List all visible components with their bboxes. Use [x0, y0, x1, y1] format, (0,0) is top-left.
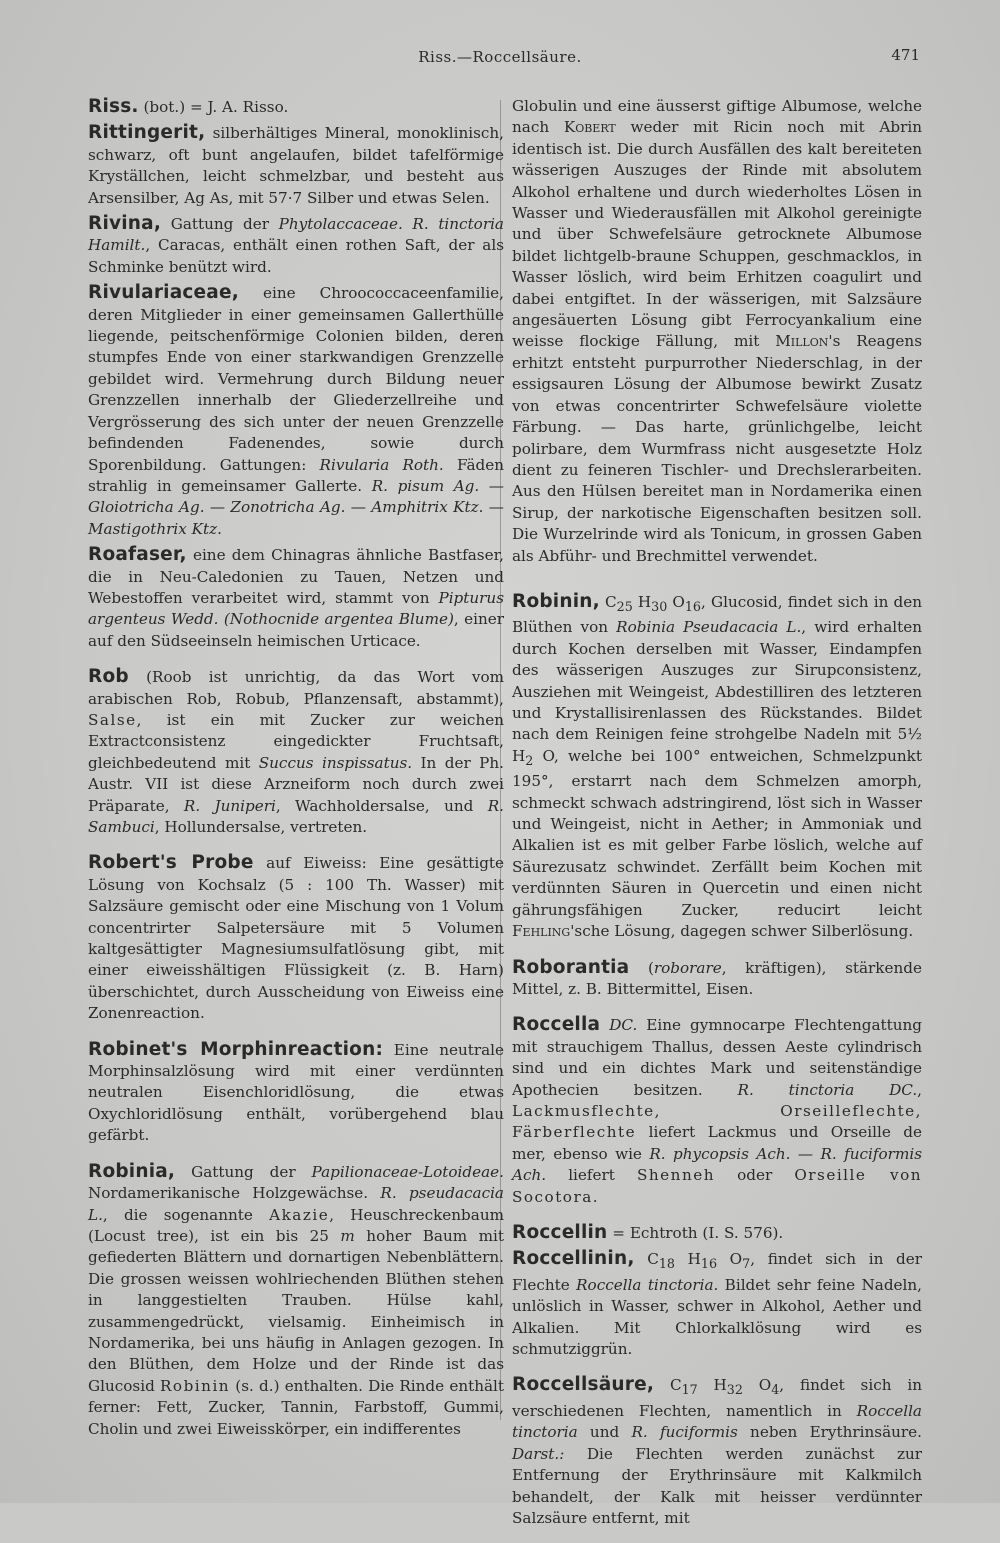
formula: C — [634, 1250, 659, 1269]
formula: O — [742, 1376, 772, 1395]
entry-text: Fäden strahlig in gemeinsamer Gallerte. — [88, 455, 505, 495]
abbreviation: Darst.: — [512, 1444, 565, 1463]
subscript: 16 — [700, 1256, 718, 1272]
entry-text: und — [577, 1423, 632, 1442]
entry-text: 'sche Lösung, dagegen schwer Silberlösung. — [570, 922, 914, 941]
entry-rittingerit — [88, 122, 504, 209]
entry-text: O, welche bei 100° entweichen, Schmelzpunkt 195°, erstarrt nach dem Schmelzen amorph, schmeckt schwach adstringirend, löst sich in Wasser und Weingeist, nicht in Aether; in Ammoniak und Alkalien ist es mit gelber Farbe löslich, welche auf Säurezusatz schwindet. Zerfällt beim Kochen mit verdünnten Säuren in Quercetin und einen nicht gährungsfähigen Zucker, reducirt leicht — [512, 746, 922, 919]
latin-name: Phytolaccaceae. R. tinctoria Hamilt. — [88, 215, 504, 255]
entry-robinin — [512, 591, 922, 943]
latin-name: R. tinctoria DC. — [737, 1080, 918, 1099]
headword: Robinia, — [88, 1160, 176, 1182]
headword: Rob — [88, 666, 129, 688]
entry-roccellsaure — [512, 1374, 922, 1529]
entry-text: In der Ph. Austr. VII ist diese Arzneiform noch durch zwei Präparate, — [88, 753, 505, 815]
headword: Riss. — [88, 96, 139, 117]
entry-text: Eine neutrale Morphinsalzlösung wird mit einer verdünnten neutralen Eisenchloridlösung, die etwas Oxychloridlösung enthält, vorübergehend blau gefärbt. — [88, 1040, 505, 1145]
entry-text: 's Reagens erhitzt entsteht purpurrother Niederschlag, in der essigsauren Lösung der Albumose bewirkt Zusatz von etwas concentrirter Schwefelsäure violette Färbung. — Das harte, grünlichgelbe, leicht polirbare, dem Wurmfrass nicht ausgesetzte Holz dient zu feineren Tischler- und Drechslerarbeiten. Aus den Hülsen bereitet man in Nordamerika einen Sirup, der narkotische Eigenschaften besitzen soll. Die Wurzelrinde wird als Tonicum, in grossen Gaben als Abführ- und Brechmittel verwendet. — [512, 332, 922, 565]
entry-rivulariaceae — [88, 282, 504, 540]
entry-roberts-probe — [88, 852, 504, 1024]
entry-text: silberhältiges Mineral, monoklinisch, schwarz, oft bunt angelaufen, bildet tafelförmige Kryställchen, leicht schmelzbar, und besteht aus Arsensilber, Ag As, mit 57·7 Silber und etwas Selen. — [88, 124, 504, 207]
entry-text: Eine gymnocarpe Flechtengattung mit strauchigem Thallus, dessen Aeste cylindrisch sind und ein dichtes Mark und seitenständige Apothecien besitzen. — [512, 1016, 922, 1099]
unit: m — [340, 1226, 355, 1245]
latin-name: Robinia Pseudacacia L. — [616, 618, 802, 637]
entry-riss — [88, 96, 504, 118]
latin-name: Papilionaceae-Lotoideae. — [311, 1162, 504, 1181]
entry-text: , Heuschreckenbaum (Locust tree), ist ein bis 25 — [88, 1205, 505, 1245]
entry-roccellin — [512, 1222, 922, 1244]
latin-name: Roccella tinctoria — [576, 1275, 714, 1294]
entry-text: , findet sich in der Flechte — [512, 1250, 922, 1294]
latin-name: R. fuciformis — [631, 1423, 738, 1442]
entry-text: , wird erhalten durch Kochen derselben mit Wasser, Eindampfen des wässerigen Auszuges zur Sirupconsistenz, Ausziehen mit Weingeist, Abdestilliren des letzteren und Krystallisirenlassen des Rückstandes. Bildet nach dem Reinigen feine strohgelbe Nadeln mit 5½ H — [512, 618, 922, 765]
headword: Robert's Probe — [88, 852, 254, 874]
author-name: Kobert — [563, 118, 616, 137]
entry-text: , kräftigen), stärkende Mittel, z. B. Bittermittel, Eisen. — [512, 958, 922, 998]
entry-text: , — [917, 1080, 922, 1099]
headword: Rivulariaceae, — [88, 282, 239, 304]
right-column — [512, 96, 922, 1543]
headword: Roccellinin, — [512, 1248, 635, 1270]
formula: O — [667, 592, 685, 611]
latin-name: Roccella tinctoria — [512, 1401, 922, 1442]
headword: Roafaser, — [88, 544, 187, 566]
entry-text: liefert — [546, 1166, 637, 1185]
author-name: Millon — [775, 332, 829, 351]
spaced-term: Shenneh — [636, 1166, 715, 1185]
author-abbrev: DC. — [600, 1016, 638, 1035]
running-head: Riss.—Roccellsäure. — [418, 48, 582, 66]
latin-name: Succus inspissatus. — [258, 753, 413, 772]
spaced-term: Lackmusflechte, Orseilleflechte, Färberflechte — [512, 1101, 922, 1142]
headword: Roccellin — [512, 1221, 608, 1243]
spaced-term: Orseille von Socotora — [512, 1166, 922, 1206]
entry-text: (s. d.) enthalten. Die Rinde enthält ferner: Fett, Zucker, Tannin, Farbstoff, Gummi, Cholin und zwei Eiweisskörper, ein indifferentes — [88, 1376, 505, 1438]
entry-text: , ist ein mit Zucker zur weichen Extractconsistenz eingedickter Fruchtsaft, gleichbedeutend mit — [88, 710, 504, 772]
spacer — [512, 581, 922, 591]
headword: Rivina, — [88, 213, 162, 235]
formula: H — [697, 1376, 727, 1395]
entry-text: Globulin und eine äusserst giftige Albumose, welche nach — [512, 97, 922, 137]
entry-text: , einer auf den Südseeinseln heimischen Urticace. — [88, 610, 504, 650]
entry-text: , Glucosid, findet sich in den Blüthen von — [512, 592, 922, 637]
entry-text: weder mit Ricin noch mit Abrin identisch ist. Die durch Ausfällen des kalt bereiteten wässerigen Auszuges der Rinde mit absolutem Alkohol erhaltene und durch wiederholtes Lösen in Wasser und Wiederausfällen mit Alkohol gereinigte und über Schwefelsäure getrocknete Albumose bildet lichtgelb-braune Schuppen, geschmacklos, in Wasser löslich, wird beim Erhitzen coagulirt und dabei entgiftet. In der wässerigen, mit Salzsäure angesäuerten Lösung gibt Ferrocyankalium eine weisse flockige Fällung, mit — [512, 118, 923, 351]
entry-robinets-morphinreaction — [88, 1039, 504, 1147]
entry-text: = Echtroth (I. S. 576). — [607, 1223, 784, 1242]
latin-name: Pipturus argenteus Wedd. (Nothocnide argentea Blume) — [88, 588, 504, 629]
entry-text: , Hollundersalse, vertreten. — [154, 818, 368, 836]
entry-roccella — [512, 1014, 922, 1208]
headword: Robinet's Morphinreaction: — [88, 1038, 384, 1060]
page-number: 471 — [891, 46, 920, 64]
latin-name: R. pseudacacia L. — [88, 1184, 504, 1224]
entry-text: , Wachholdersalse, und — [275, 796, 488, 815]
headword: Robinin, — [512, 590, 600, 612]
formula: O — [717, 1250, 743, 1269]
latin-name: roborare — [653, 958, 722, 977]
entry-text: . Bildet sehr feine Nadeln, unlöslich in Wasser, schwer in Alkohol, Aether und Alkalien. Mit Chlorkalklösung wird es schmutziggrün. — [512, 1275, 923, 1359]
entry-text: Gattung der — [175, 1162, 312, 1181]
entry-text: ( — [629, 958, 654, 977]
entry-text: Die Flechten werden zunächst zur Entfernung der Erythrinsäure mit Kalkmilch behandelt, der Kalk mit heisser verdünnter Salzsäure entfernt, mit — [512, 1444, 922, 1527]
entry-roafaser — [88, 544, 504, 652]
subscript: 17 — [681, 1382, 698, 1398]
formula: C — [599, 592, 617, 611]
subscript: 32 — [726, 1382, 743, 1398]
headword: Roccella — [512, 1014, 601, 1036]
formula: H — [674, 1250, 701, 1269]
subscript: 7 — [742, 1256, 751, 1272]
subscript: 16 — [684, 598, 701, 614]
entry-text: auf Eiweiss: Eine gesättigte Lösung von Kochsalz (5 : 100 Th. Wasser) mit Salzsäure gemischt oder eine Mischung von 1 Volum concentrirter Salpetersäure mit 5 Volumen kaltgesättigter Magnesiumsulfatlösung gibt, mit einer eiweisshältigen Flüssigkeit (z. B. Harn) überschichtet, durch Ausscheidung von Eiweiss eine Zonenreaction. — [88, 854, 505, 1023]
headword: Roccellsäure, — [512, 1374, 655, 1396]
entry-text: Nordamerikanische Holzgewächse. — [88, 1184, 381, 1203]
entry-text: hoher Baum mit gefiederten Blättern und dornartigen Nebenblättern. Die grossen weissen wohlriechenden Blüthen stehen in langgestielten Trauben. Hülse kahl, zusammengedrückt, vielsamig. Einheimisch in Nordamerika, bei uns häufig in Anlagen gezogen. In den Blüthen, dem Holze und der Rinde ist das Glucosid — [88, 1226, 504, 1395]
entry-robinia-continued — [512, 96, 922, 567]
entry-text: oder — [715, 1166, 795, 1185]
latin-name: R. Juniperi — [183, 796, 276, 815]
entry-robinia — [88, 1161, 504, 1440]
entry-roborantia — [512, 957, 922, 1001]
latin-name: R. phycopsis Ach. — R. fuciformis Ach. — [512, 1144, 922, 1185]
headword: Roborantia — [512, 956, 630, 978]
subscript: 18 — [658, 1256, 675, 1272]
entry-roccellinin — [512, 1248, 922, 1360]
formula: H — [632, 592, 652, 611]
entry-text: Gattung der — [161, 215, 279, 234]
latin-name: Rivularia Roth. — [319, 455, 444, 474]
entry-text: neben Erythrinsäure. — [737, 1423, 922, 1442]
spaced-term: Akazie — [269, 1205, 330, 1224]
author-name: Fehling — [512, 922, 571, 941]
subscript: 4 — [771, 1382, 780, 1398]
entry-text: (Roob ist unrichtig, da das Wort vom arabischen Rob, Robub, Pflanzensaft, abstammt), — [88, 668, 504, 708]
entry-text: , die sogenannte — [102, 1205, 270, 1224]
entry-text: liefert Lackmus und Orseille de mer, ebenso wie — [512, 1123, 922, 1163]
entry-rob — [88, 666, 504, 838]
subscript: 25 — [616, 598, 633, 614]
headword: Rittingerit, — [88, 122, 206, 144]
latin-name: R. pisum Ag. — Gloiotricha Ag. — Zonotricha Ag. — Amphitrix Ktz. — Mastigothrix Ktz. — [88, 476, 504, 538]
subscript: 30 — [651, 598, 668, 614]
entry-text: , Caracas, enthält einen rothen Saft, der als Schminke benützt wird. — [88, 236, 504, 276]
entry-text: eine Chroococcaceenfamilie, deren Mitglieder in einer gemeinsamen Gallerthülle liegende, peitschenförmige Colonien bilden, deren stumpfes Ende von einer starkwandigen Grenzzelle gebildet wird. Vermehrung durch Bildung neuer Grenzzellen innerhalb der Gliederzellreihe und Vergrösserung des sich unter der neuen Grenzzelle befindenden Fadenendes, sowie durch Sporenbildung. Gattungen: — [88, 284, 504, 474]
entry-text: , findet sich in verschiedenen Flechten, namentlich in — [512, 1376, 922, 1420]
left-column — [88, 96, 504, 1454]
spaced-term: Robinin — [160, 1376, 231, 1395]
entry-text: (bot.) = J. A. Risso. — [138, 98, 289, 116]
subscript: 2 — [525, 752, 534, 768]
entry-text: . — [592, 1187, 598, 1206]
spaced-term: Salse — [88, 710, 137, 729]
entry-rivina — [88, 213, 504, 278]
formula: C — [654, 1376, 682, 1395]
entry-text: eine dem Chinagras ähnliche Bastfaser, die in Neu-Caledonien zu Tauen, Netzen und Webestoffen verarbeitet wird, stammt von — [88, 546, 504, 607]
latin-name: R. Sambuci — [88, 796, 504, 836]
